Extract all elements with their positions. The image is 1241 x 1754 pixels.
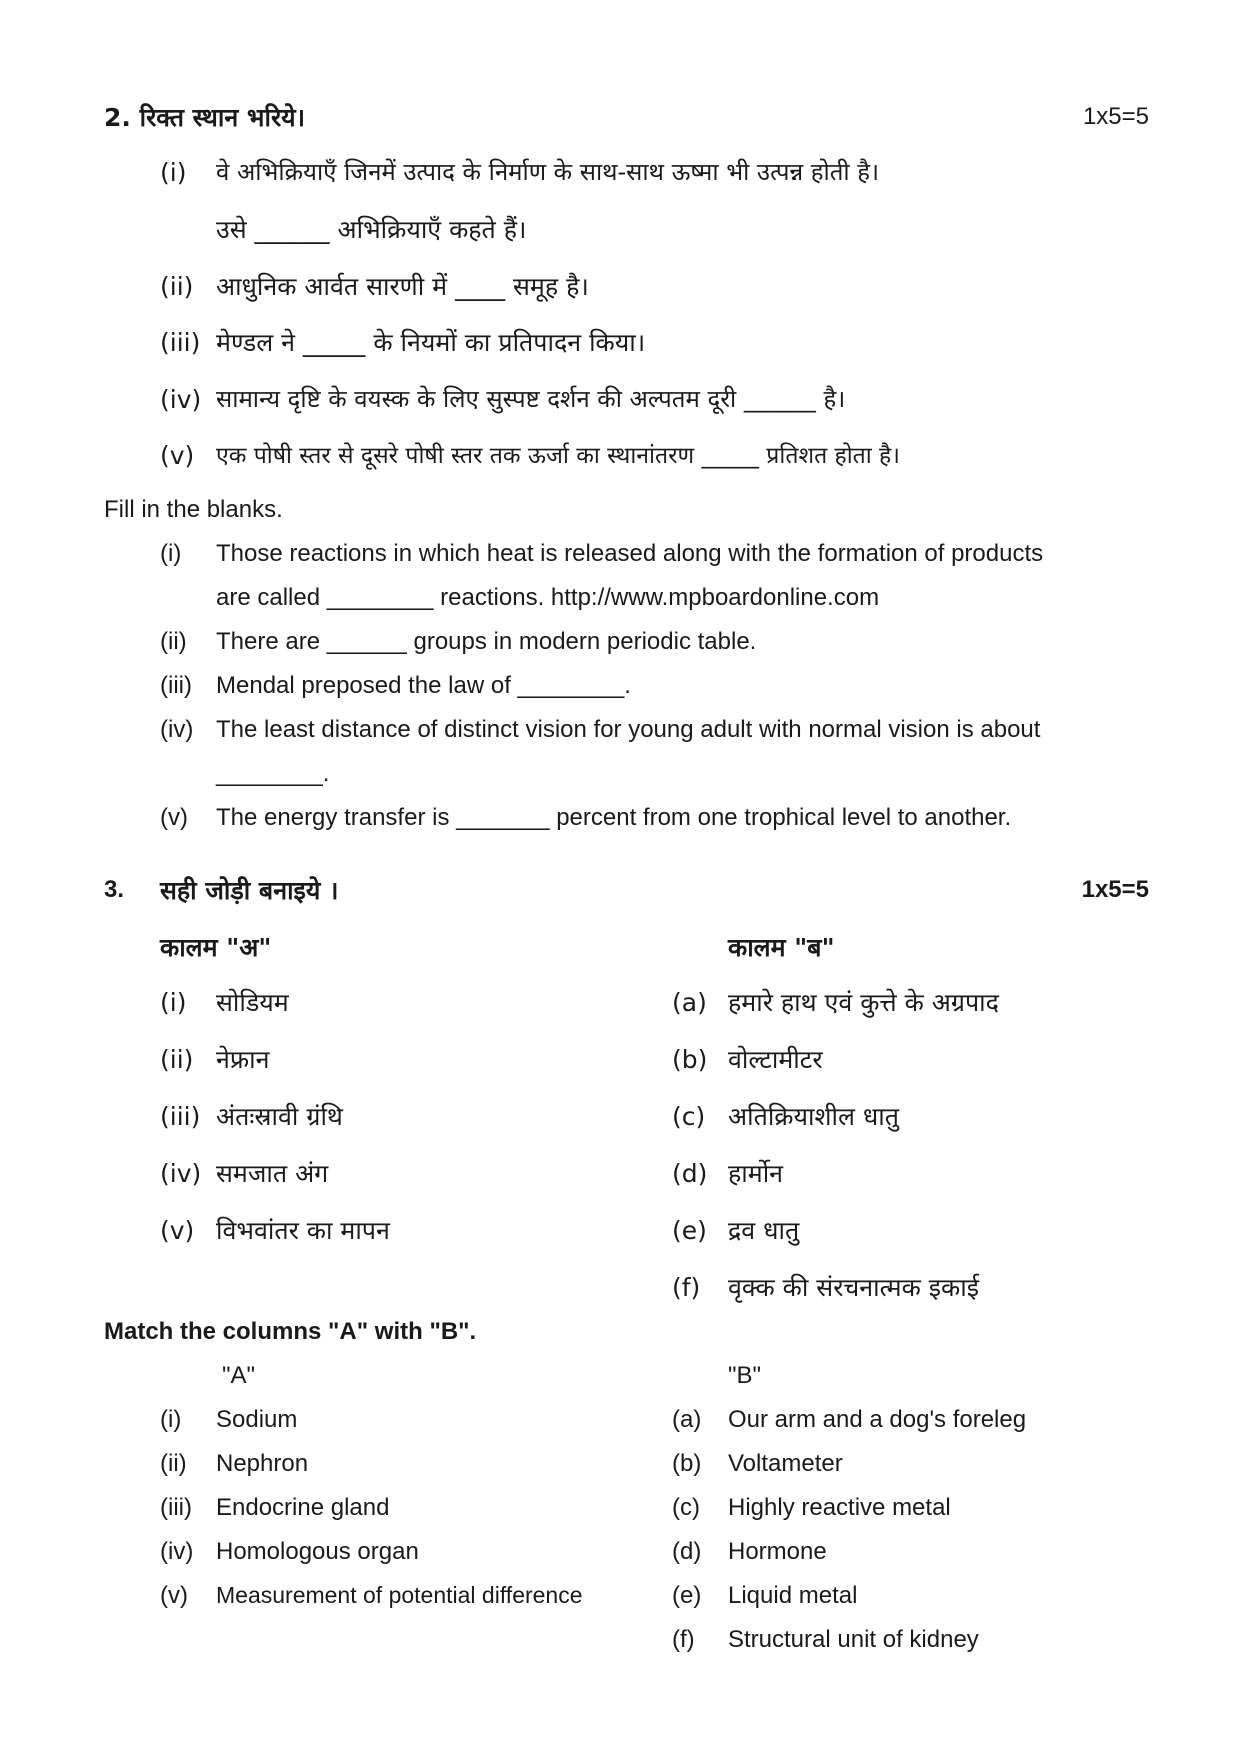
q3-hi-a-5-text: विभवांतर का मापन: [216, 1216, 390, 1245]
q3-hi-b-6-text: वृक्क की संरचनात्मक इकाई: [728, 1273, 979, 1302]
q3-hi-b-2-num: (b): [672, 1045, 708, 1074]
q3-en-a-3-text: Endocrine gland: [216, 1494, 390, 1521]
q3-hi-a-2-num: (ii): [160, 1045, 194, 1074]
q2-hi-5-line1: एक पोषी स्तर से दूसरे पोषी स्तर तक ऊर्जा का स्थानांतरण _____ प्रतिशत होता है।: [216, 443, 900, 469]
q3-en-a-4-num: (iv): [160, 1538, 194, 1565]
q3-col-a-header: कालम "अ": [160, 933, 272, 962]
q3-hi-b-1-text: हमारे हाथ एवं कुत्ते के अग्रपाद: [728, 988, 999, 1017]
q3-col-b-header: कालम "ब": [728, 933, 835, 962]
q3-en-a-5-text: Measurement of potential difference: [216, 1582, 583, 1608]
q2-en-1-line2: are called ________ reactions. http://www.mpboardonline.com: [216, 584, 880, 611]
q2-hi-1-num: (i): [160, 158, 187, 187]
q2-en-4-line1: The least distance of distinct vision for young adult with normal vision is about: [216, 716, 1041, 743]
q3-hi-b-6-num: (f): [672, 1273, 701, 1302]
q2-en-5-num: (v): [160, 804, 188, 831]
q3-en-b-5-text: Liquid metal: [728, 1582, 858, 1609]
q2-hi-4-line1: सामान्य दृष्टि के वयस्क के लिए सुस्पष्ट दर्शन की अल्पतम दूरी ______ है।: [216, 385, 846, 413]
q2-en-3-num: (iii): [160, 672, 192, 699]
q3-hi-b-5-text: द्रव धातु: [728, 1216, 800, 1245]
q3-en-a-3-num: (iii): [160, 1494, 192, 1521]
q3-english-heading: Match the columns "A" with "B".: [104, 1318, 477, 1345]
q3-eng-col-a-header: "A": [222, 1362, 256, 1389]
q3-en-b-4-num: (d): [672, 1538, 702, 1565]
q3-hi-a-4-text: समजात अंग: [216, 1159, 329, 1188]
q3-hi-a-3-text: अंतःस्रावी ग्रंथि: [216, 1102, 343, 1131]
q3-hi-b-1-num: (a): [672, 988, 707, 1017]
q2-en-2-line1: There are ______ groups in modern periodic table.: [216, 628, 757, 655]
q3-en-b-2-text: Voltameter: [728, 1450, 843, 1477]
q3-hi-a-1-text: सोडियम: [216, 988, 289, 1017]
q3-en-a-5-num: (v): [160, 1582, 188, 1609]
q3-en-b-1-text: Our arm and a dog's foreleg: [728, 1406, 1027, 1433]
q3-en-b-2-num: (b): [672, 1450, 702, 1477]
q2-hi-2-line1: आधुनिक आर्वत सारणी में ____ समूह है।: [216, 272, 589, 301]
q2-hi-2-num: (ii): [160, 272, 194, 301]
q3-en-b-5-num: (e): [672, 1582, 702, 1609]
q2-english-heading: Fill in the blanks.: [104, 496, 283, 523]
q3-hi-b-4-num: (d): [672, 1159, 708, 1188]
q2-en-3-line1: Mendal preposed the law of ________.: [216, 672, 631, 699]
q3-hi-b-3-text: अतिक्रियाशील धातु: [728, 1102, 899, 1131]
q2-hi-3-num: (iii): [160, 328, 201, 357]
q3-en-b-6-num: (f): [672, 1626, 695, 1653]
q2-en-5-line1: The energy transfer is _______ percent from one trophical level to another.: [216, 804, 1012, 831]
q3-hi-b-3-num: (c): [672, 1102, 706, 1131]
q3-eng-col-b-header: "B": [728, 1362, 762, 1389]
q2-hi-1-line2: उसे ______ अभिक्रियाएँ कहते हैं।: [216, 215, 527, 244]
q3-en-b-4-text: Hormone: [728, 1538, 827, 1565]
q3-en-b-3-text: Highly reactive metal: [728, 1494, 951, 1521]
q3-en-a-2-num: (ii): [160, 1450, 187, 1477]
q3-en-b-3-num: (c): [672, 1494, 700, 1521]
q3-hi-a-3-num: (iii): [160, 1102, 201, 1131]
q2-hi-1-line1: वे अभिक्रियाएँ जिनमें उत्पाद के निर्माण के साथ-साथ ऊष्मा भी उत्पन्न होती है।: [216, 158, 880, 186]
q2-en-2-num: (ii): [160, 628, 187, 655]
q3-marks: 1x5=5: [1081, 876, 1149, 903]
q2-hindi-heading: 2. रिक्त स्थान भरिये।: [104, 103, 306, 132]
q3-en-a-4-text: Homologous organ: [216, 1538, 419, 1565]
q3-hi-b-2-text: वोल्टामीटर: [728, 1045, 823, 1074]
q2-en-4-line2: ________.: [216, 760, 330, 787]
q2-en-1-num: (i): [160, 540, 182, 567]
q2-en-4-num: (iv): [160, 716, 194, 743]
q3-en-a-2-text: Nephron: [216, 1450, 309, 1477]
q2-marks: 1x5=5: [1082, 103, 1149, 130]
q3-hi-b-4-text: हार्मोन: [728, 1159, 784, 1188]
q3-en-b-1-num: (a): [672, 1406, 702, 1433]
q3-hi-b-5-num: (e): [672, 1216, 707, 1245]
q3-en-b-6-text: Structural unit of kidney: [728, 1626, 979, 1653]
q3-hi-a-2-text: नेफ्रान: [216, 1045, 270, 1074]
q2-hi-3-line1: मेण्डल ने _____ के नियमों का प्रतिपादन किया।: [216, 328, 646, 357]
q3-hi-a-1-num: (i): [160, 988, 187, 1017]
q3-hi-a-4-num: (iv): [160, 1159, 202, 1188]
q3-en-a-1-text: Sodium: [216, 1406, 298, 1433]
q2-hi-4-num: (iv): [160, 385, 202, 414]
q2-hi-5-num: (v): [160, 441, 195, 470]
q3-hi-a-5-num: (v): [160, 1216, 195, 1245]
q3-hindi-heading: सही जोड़ी बनाइये ।: [160, 876, 339, 905]
q2-en-1-line1: Those reactions in which heat is released along with the formation of products: [216, 540, 1044, 567]
q3-number: 3.: [104, 876, 125, 903]
q3-en-a-1-num: (i): [160, 1406, 182, 1433]
